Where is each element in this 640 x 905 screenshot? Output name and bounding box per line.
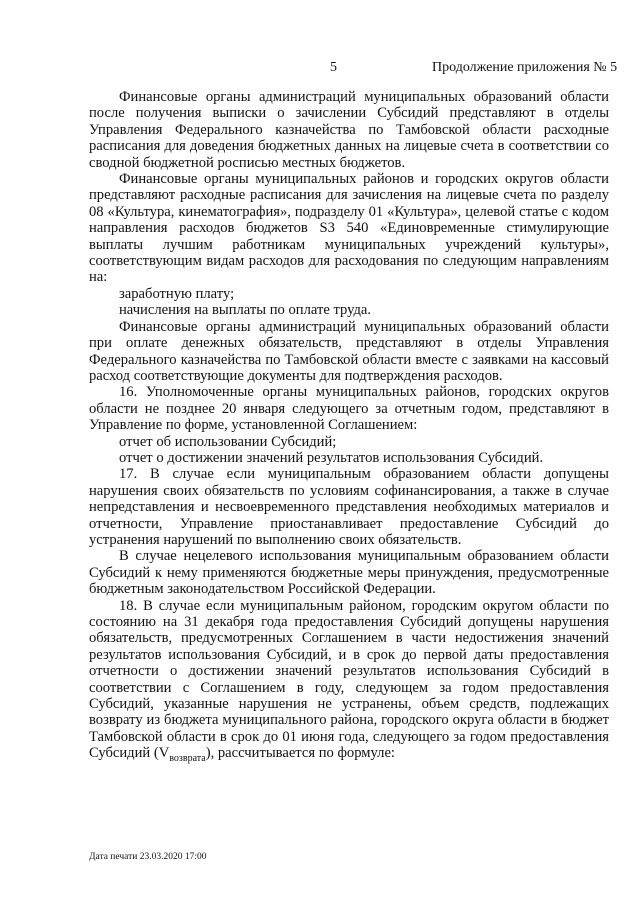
paragraph-misuse: В случае нецелевого использования муниципальным образованием области Субсидий к нему применяются бюджетные меры принуждения, предусмотренные бюджетным законодательством Российской Федерации. — [89, 548, 609, 598]
subscript-vozvrata: возврата — [169, 753, 206, 765]
paragraph-18-end: ), рассчитывается по формуле: — [205, 745, 395, 762]
document-body — [89, 89, 609, 765]
list-item-salary: заработную плату; — [119, 285, 235, 302]
page-number: 5 — [330, 60, 337, 75]
paragraph-expense-schedules: Финансовые органы муниципальных районов и городских округов области представляют расходные расписания для зачисления на лицевые счета по разделу 08 «Культура, кинематография», подразделу 01 «Культура», целевой статье с кодом направления расходов бюджетов S3 540 «Единовременные стимулирующие выплаты лучшим работникам муниципальных учреждений культуры», соответствующим видам расходов для расходования по следующим направлениям на: — [89, 171, 609, 286]
paragraph-16: 16. Уполномоченные органы муниципальных районов, городских округов области не позднее 20 января следующего за отчетным годом, представляют в Управление по форме, установленной Соглашением: — [89, 384, 609, 434]
paragraph-payment-obligations: Финансовые органы администраций муниципальных образований области при оплате денежных обязательств, представляют в отделы Управления Федерального казначейства по Тамбовской области вместе с заявками на кассовый расход соответствующие документы для подтверждения расходов. — [89, 318, 609, 384]
print-date: Дата печати 23.03.2020 17:00 — [89, 852, 207, 862]
paragraph-18-text: 18. В случае если муниципальным районом, городским округом области по состоянию на 31 декабря года предоставления Субсидий допущены нарушения обязательств, предусмотренных Соглашением в части недостижения значений результатов использования Субсидий, и в срок до первой даты предоставления отчетности о достижении значений результатов использования Субсидий в соответствии с Соглашением в году, следующем за годом предоставления Субсидий, указанные нарушения не устранены, объем средств, подлежащих возврату из бюджета муниципального района, городского округа области в бюджет Тамбовской области в срок до 01 июня года, следующего за годом предоставления Субсидий (V — [89, 597, 609, 762]
list-item-accruals: начисления на выплаты по оплате труда. — [119, 302, 372, 319]
appendix-label: Продолжение приложения № 5 — [432, 60, 618, 75]
paragraph-financial-bodies: Финансовые органы администраций муниципальных образований области после получения выписки о зачислении Субсидий представляют в отделы Управления Федерального казначейства по Тамбовской области расходные расписания для доведения бюджетных данных на лицевые счета в соответствии со сводной бюджетной росписью местных бюджетов. — [89, 89, 609, 171]
paragraph-18 — [89, 597, 609, 765]
list-item-usage-report: отчет об использовании Субсидий; — [119, 433, 337, 450]
list-item-results-report: отчет о достижении значений результатов использования Субсидий. — [119, 449, 544, 466]
paragraph-17: 17. В случае если муниципальным образованием области допущены нарушения своих обязательств по условиям софинансирования, а также в случае непредставления и несвоевременного представления необходимых материалов и отчетности, Управление приостанавливает предоставление Субсидий до устранения нарушений по выполнению своих обязательств. — [89, 466, 609, 548]
